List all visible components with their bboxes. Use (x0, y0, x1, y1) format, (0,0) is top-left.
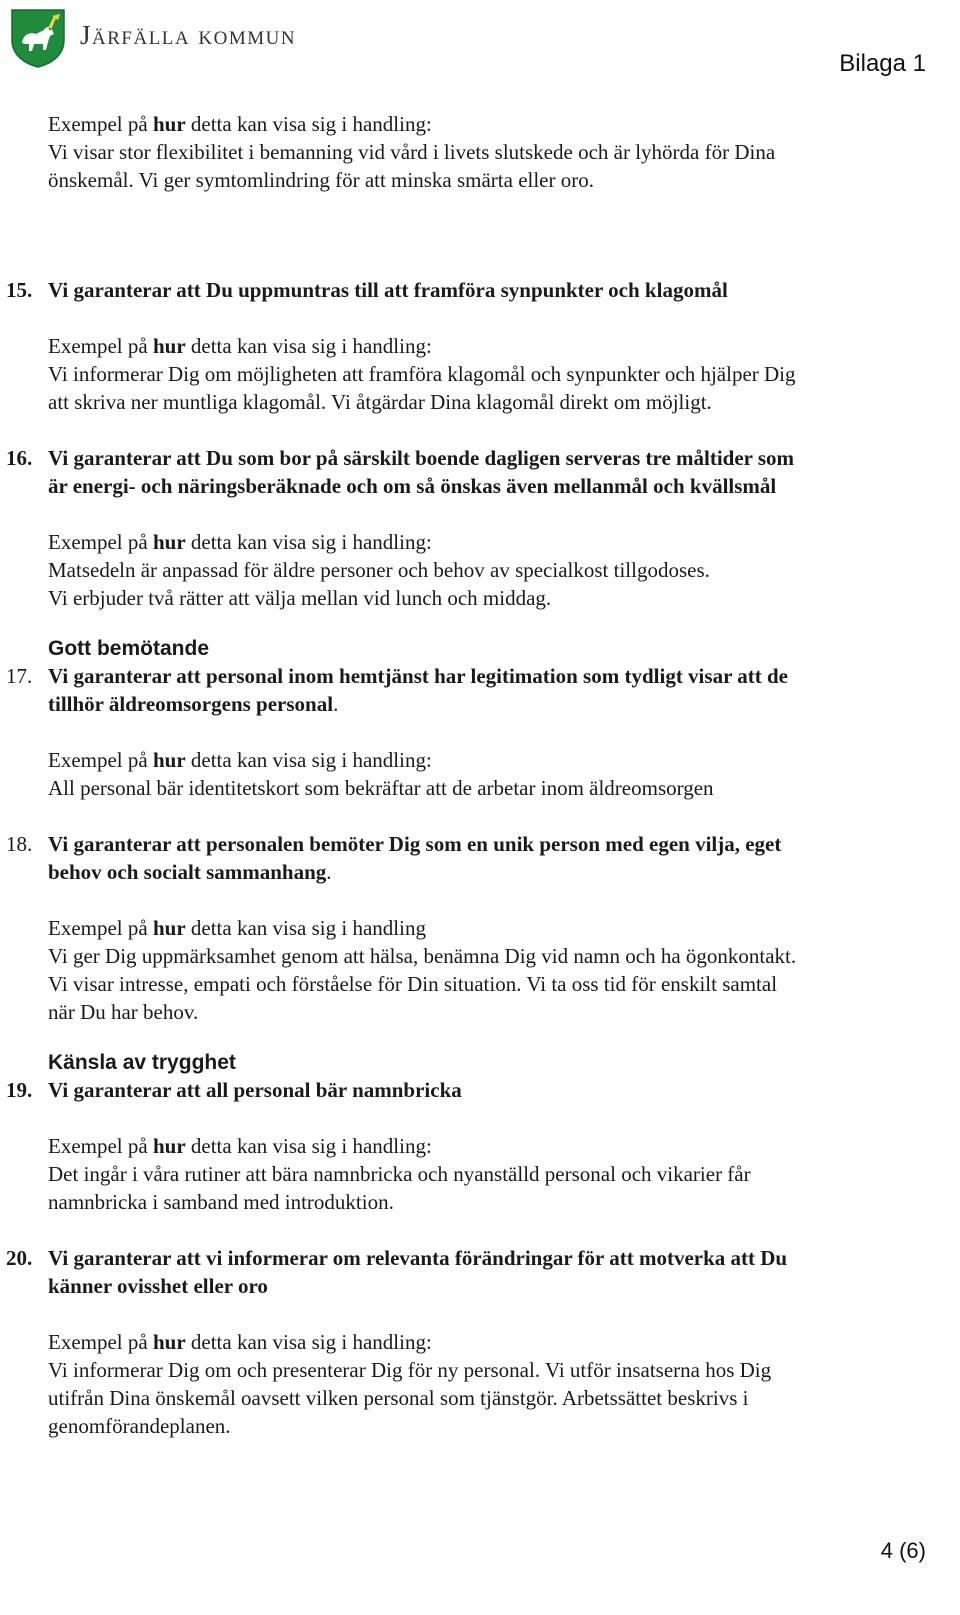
section-heading: Gott bemötande (48, 637, 209, 660)
item-heading: är energi- och näringsberäknade och om så önskas även mellanmål och kvällsmål (48, 474, 777, 498)
item-text-line: när Du har behov. (48, 1000, 199, 1024)
item-text-line: namnbricka i samband med introduktion. (48, 1190, 394, 1214)
example-label: Exempel på hur detta kan visa sig i handling: (48, 112, 432, 136)
item-text-line: Vi visar intresse, empati och förståelse för Din situation. Vi ta oss tid för enskilt samtal (48, 972, 778, 996)
example-label: Exempel på hur detta kan visa sig i handling: (48, 748, 432, 772)
item-text-line: Vi erbjuder två rätter att välja mellan vid lunch och middag. (48, 586, 552, 610)
item-text-line: Det ingår i våra rutiner att bära namnbricka och nyanställd personal och vikarier får (48, 1162, 751, 1186)
coat-of-arms-logo (10, 8, 66, 68)
item-text-line: Vi ger Dig uppmärksamhet genom att hälsa, benämna Dig vid namn och ha ögonkontakt. (48, 944, 797, 968)
intro-block (0, 110, 960, 194)
item-17 (0, 662, 960, 802)
item-heading: Vi garanterar att personalen bemöter Dig som en unik person med egen vilja, eget (48, 832, 782, 856)
item-number: 18. (6, 832, 33, 856)
item-heading: behov och socialt sammanhang. (48, 860, 332, 884)
item-number: 17. (6, 664, 33, 688)
item-number: 16. (6, 446, 33, 470)
page-header (0, 0, 960, 80)
item-heading: tillhör äldreomsorgens personal. (48, 692, 339, 716)
example-label: Exempel på hur detta kan visa sig i handling: (48, 334, 432, 358)
item-text-line: utifrån Dina önskemål oavsett vilken personal som tjänstgör. Arbetssättet beskrivs i (48, 1386, 749, 1410)
item-text-line: att skriva ner muntliga klagomål. Vi åtgärdar Dina klagomål direkt om möjligt. (48, 390, 712, 414)
item-text-line: Vi informerar Dig om möjligheten att framföra klagomål och synpunkter och hjälper Dig (48, 362, 796, 386)
section-heading: Känsla av trygghet (48, 1051, 236, 1074)
item-16 (0, 444, 960, 612)
item-18 (0, 830, 960, 1026)
item-15 (0, 276, 960, 416)
attachment-label: Bilaga 1 (839, 50, 926, 77)
example-label: Exempel på hur detta kan visa sig i handling: (48, 1134, 432, 1158)
item-heading: Vi garanterar att personal inom hemtjänst har legitimation som tydligt visar att de (48, 664, 788, 688)
item-number: 15. (6, 278, 33, 302)
item-number: 20. (6, 1246, 33, 1270)
item-number: 19. (6, 1078, 33, 1102)
document-body (0, 110, 960, 1440)
example-label: Exempel på hur detta kan visa sig i handling (48, 916, 426, 940)
item-text-line: Matsedeln är anpassad för äldre personer och behov av specialkost tillgodoses. (48, 558, 710, 582)
item-text-line: genomförandeplanen. (48, 1414, 231, 1438)
intro-text-line: önskemål. Vi ger symtomlindring för att minska smärta eller oro. (48, 168, 594, 192)
item-text-line: All personal bär identitetskort som bekräftar att de arbetar inom äldreomsorgen (48, 776, 714, 800)
item-heading: Vi garanterar att Du som bor på särskilt boende dagligen serveras tre måltider som (48, 446, 795, 470)
item-19 (0, 1076, 960, 1216)
example-label: Exempel på hur detta kan visa sig i handling: (48, 530, 432, 554)
item-heading: Vi garanterar att all personal bär namnbricka (48, 1078, 462, 1102)
page-number: 4 (6) (880, 1538, 926, 1563)
item-20 (0, 1244, 960, 1440)
item-heading: Vi garanterar att Du uppmuntras till att framföra synpunkter och klagomål (48, 278, 728, 302)
municipality-name: Järfälla kommun (80, 20, 297, 50)
item-heading: Vi garanterar att vi informerar om relevanta förändringar för att motverka att Du (48, 1246, 788, 1270)
example-label: Exempel på hur detta kan visa sig i handling: (48, 1330, 432, 1354)
item-text-line: Vi informerar Dig om och presenterar Dig för ny personal. Vi utför insatserna hos Dig (48, 1358, 772, 1382)
intro-text-line: Vi visar stor flexibilitet i bemanning vid vård i livets slutskede och är lyhörda för Dina (48, 140, 776, 164)
item-heading: känner ovisshet eller oro (48, 1274, 268, 1298)
